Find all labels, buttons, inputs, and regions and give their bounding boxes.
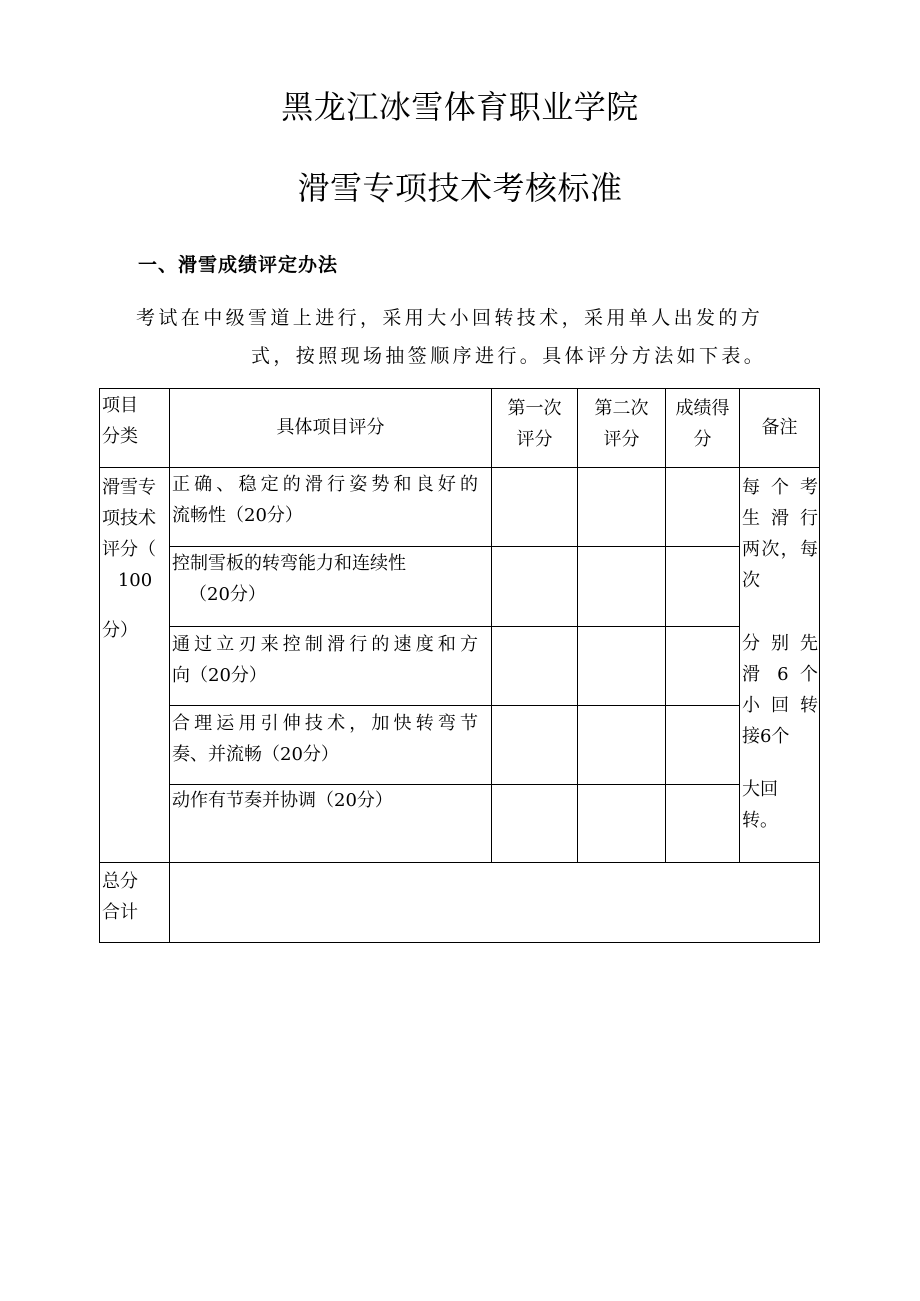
header-score: 成绩得 分 [675,398,730,450]
item-row: 合理运用引伸技术，加快转弯节 奏、并流畅（20分） [172,713,478,765]
table-rule [169,388,170,943]
item-row: 正确、稳定的滑行姿势和良好的 流畅性（20分） [172,474,478,526]
table-border-left [99,388,100,943]
intro-paragraph-line-1: 考试在中级雪道上进行，采用大小回转技术，采用单人出发的方 [136,307,764,329]
section-heading: 一、滑雪成绩评定办法 [138,254,339,276]
header-remark: 备注 [761,417,798,438]
item-row: 动作有节奏并协调（20分） [172,790,393,811]
document-title: 滑雪专项技术考核标准 [297,169,623,207]
header-first-score: 第一次 评分 [507,398,562,450]
header-second-score: 第二次 评分 [594,398,649,450]
table-border-bottom [99,942,820,943]
intro-paragraph-line-2: 式，按照现场抽签顺序进行。具体评分方法如下表。 [251,345,767,367]
table-rule [665,388,666,863]
table-border-top [99,388,820,389]
table-border-right [819,388,820,943]
remark-cell: 每个考 生滑行 两次，每 次 分别先 滑 6 个 小回转 接6个 大回 转。 [742,477,818,831]
table-rule [577,388,578,863]
table-rule [170,626,739,627]
table-rule [170,546,739,547]
table-rule [170,705,739,706]
table-rule [99,862,820,863]
table-rule [99,467,820,468]
category-cell: 滑雪专 项技术 评分（ 100 分） [102,477,156,641]
institution-title: 黑龙江冰雪体育职业学院 [281,88,639,126]
header-category: 项目 分类 [102,395,138,447]
table-rule [491,388,492,863]
table-rule [739,388,740,863]
scoring-table [99,388,820,943]
item-row: 通过立刃来控制滑行的速度和方 向（20分） [172,634,478,686]
header-item: 具体项目评分 [276,417,385,438]
total-label: 总分 合计 [102,871,138,923]
item-row: 控制雪板的转弯能力和连续性 （20分） [172,553,406,605]
